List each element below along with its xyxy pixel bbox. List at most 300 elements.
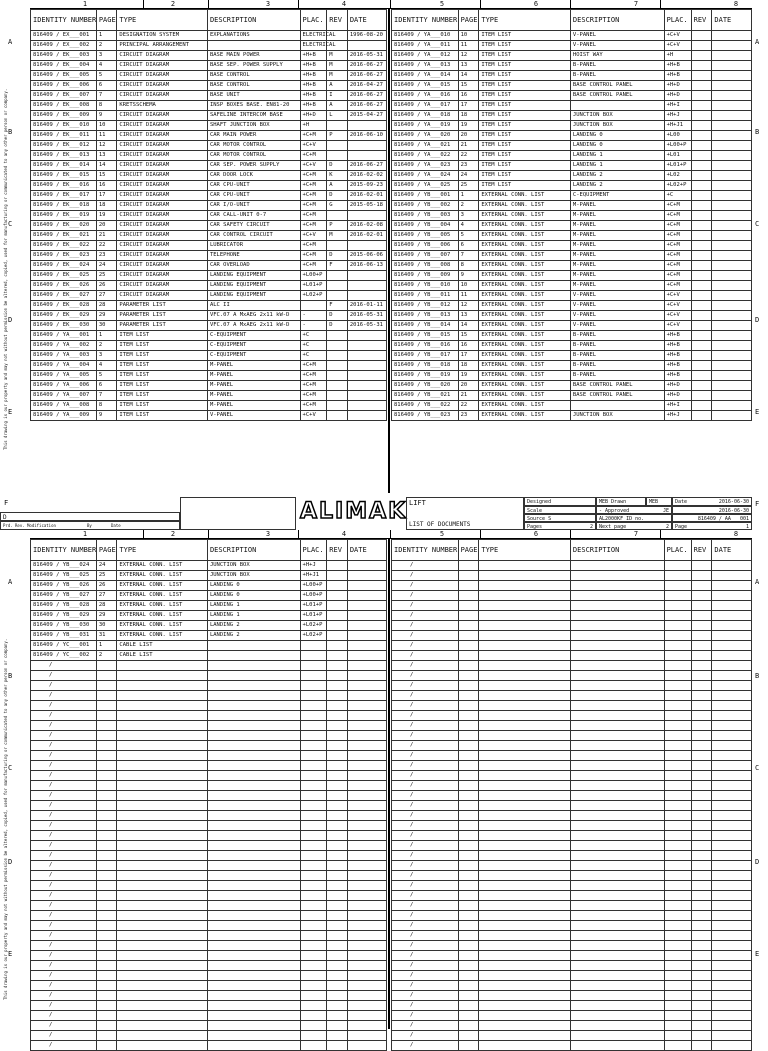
table-row [392, 101, 752, 111]
doc-type [479, 681, 571, 691]
description [207, 781, 300, 791]
date [712, 981, 752, 991]
placement [300, 991, 327, 1001]
date [712, 831, 752, 841]
page-number: 27 [96, 291, 117, 301]
doc-type [479, 781, 571, 791]
description [570, 1011, 664, 1021]
table-row [392, 71, 752, 81]
doc-type: EXTERNAL CONN. LIST [479, 361, 571, 371]
table-row [392, 311, 752, 321]
doc-type: EXTERNAL CONN. LIST [479, 251, 571, 261]
doc-type: CIRCUIT DIAGRAM [117, 231, 208, 241]
identity-number: 816409 / YB___015 [392, 331, 459, 341]
table-row-blank [392, 1001, 752, 1011]
table-row [31, 151, 387, 161]
page-number: 3 [96, 351, 117, 361]
table-row [31, 581, 387, 591]
page-number [458, 1041, 479, 1051]
description [207, 901, 300, 911]
identity-number: 816409 / EK___008 [31, 101, 97, 111]
doc-type: CABLE LIST [117, 651, 208, 661]
identity-number: / [31, 971, 97, 981]
identity-number: 816409 / EK___018 [31, 201, 97, 211]
table-row-blank [392, 921, 752, 931]
table-row-blank [392, 611, 752, 621]
revision [327, 861, 348, 871]
identity-number: 816409 / EK___030 [31, 321, 97, 331]
description: M-PANEL [570, 221, 664, 231]
page-number [458, 871, 479, 881]
table-row-blank [392, 671, 752, 681]
placement [664, 751, 691, 761]
doc-type: ITEM LIST [479, 151, 571, 161]
revision [691, 91, 712, 101]
page-number: 24 [96, 261, 117, 271]
revision [691, 51, 712, 61]
description: M-PANEL [207, 391, 300, 401]
table-row [392, 331, 752, 341]
col-header-description: DESCRIPTION [570, 540, 664, 561]
revision: L [327, 111, 348, 121]
identity-number: 816409 / YB___018 [392, 361, 459, 371]
table-row [31, 111, 387, 121]
table-row-blank [392, 641, 752, 651]
identity-number: / [392, 891, 459, 901]
date [712, 381, 752, 391]
identity-number: 816409 / YA___001 [31, 331, 97, 341]
rev-area [0, 497, 180, 512]
date [347, 1031, 386, 1041]
placement [300, 941, 327, 951]
description [207, 811, 300, 821]
placement [664, 741, 691, 751]
date [712, 681, 752, 691]
description: BASE CONTROL [207, 81, 300, 91]
placement: +H+J [300, 561, 327, 571]
table-row-blank [31, 841, 387, 851]
doc-type: EXTERNAL CONN. LIST [479, 291, 571, 301]
placement [664, 731, 691, 741]
table-row [31, 141, 387, 151]
doc-type: CIRCUIT DIAGRAM [117, 121, 208, 131]
description [570, 641, 664, 651]
doc-type [117, 1041, 208, 1051]
placement: +C [300, 351, 327, 361]
identity-number: 816409 / YA___023 [392, 161, 459, 171]
identity-number: / [31, 771, 97, 781]
table-row-blank [31, 831, 387, 841]
revision [327, 981, 348, 991]
row-mark: F [755, 500, 760, 508]
doc-type [479, 721, 571, 731]
date [347, 691, 386, 701]
date [712, 761, 752, 771]
table-row [31, 351, 387, 361]
date [712, 401, 752, 411]
table-row-blank [31, 1021, 387, 1031]
identity-number: 816409 / YB___017 [392, 351, 459, 361]
description [207, 791, 300, 801]
date [712, 1031, 752, 1041]
description [207, 841, 300, 851]
page-number [458, 941, 479, 951]
identity-number: / [31, 731, 97, 741]
identity-number: / [392, 691, 459, 701]
page-number: 4 [96, 361, 117, 371]
doc-type [479, 741, 571, 751]
doc-type [117, 841, 208, 851]
page-number: 21 [458, 391, 479, 401]
page-number [458, 741, 479, 751]
date [347, 741, 386, 751]
center-divider [388, 539, 390, 1029]
date [347, 921, 386, 931]
date [712, 241, 752, 251]
page-number [458, 581, 479, 591]
page-number: 24 [458, 171, 479, 181]
description: M-PANEL [570, 241, 664, 251]
date [712, 921, 752, 931]
row-mark: B [8, 128, 13, 136]
revision [327, 671, 348, 681]
doc-type: ITEM LIST [479, 41, 571, 51]
doc-type: EXTERNAL CONN. LIST [117, 621, 208, 631]
date [712, 611, 752, 621]
drawn-label: Drawn [611, 499, 627, 505]
description [207, 711, 300, 721]
date [347, 861, 386, 871]
identity-number: / [31, 901, 97, 911]
doc-type [117, 811, 208, 821]
placement: +L01+P [664, 161, 691, 171]
date [712, 691, 752, 701]
placement [664, 901, 691, 911]
table-row-blank [31, 681, 387, 691]
date [712, 31, 752, 41]
col-header-placement: PLAC. [300, 540, 327, 561]
identity-number: / [31, 1041, 97, 1051]
revision [691, 161, 712, 171]
table-row [31, 61, 387, 71]
revision [691, 791, 712, 801]
table-row-blank [392, 801, 752, 811]
page-number [458, 711, 479, 721]
identity-number: 816409 / YB___009 [392, 271, 459, 281]
page-number: 26 [96, 281, 117, 291]
placement: +C+M [664, 221, 691, 231]
documents-table-left-p2 [30, 539, 387, 1051]
placement: +C+V [664, 301, 691, 311]
date: 2016-06-10 [347, 131, 386, 141]
description: C-EQUIPMENT [570, 191, 664, 201]
identity-number: 816409 / EK___003 [31, 51, 97, 61]
page-number [96, 771, 117, 781]
description: B-PANEL [570, 71, 664, 81]
page-number: 30 [96, 621, 117, 631]
identity-number: / [392, 951, 459, 961]
doc-type [117, 751, 208, 761]
placement [300, 691, 327, 701]
row-mark: A [8, 578, 13, 586]
placement [300, 911, 327, 921]
revision [327, 241, 348, 251]
placement: +H [664, 51, 691, 61]
doc-type: EXTERNAL CONN. LIST [479, 211, 571, 221]
revision [691, 911, 712, 921]
page-number [96, 871, 117, 881]
placement: +C+M [664, 271, 691, 281]
revision [691, 1041, 712, 1051]
placement: +L02 [664, 171, 691, 181]
revision [691, 731, 712, 741]
table-row-blank [392, 681, 752, 691]
description [207, 941, 300, 951]
page-number [458, 961, 479, 971]
row-mark: B [8, 672, 13, 680]
doc-type: CIRCUIT DIAGRAM [117, 161, 208, 171]
revision [691, 1001, 712, 1011]
identity-number: 816409 / EK___019 [31, 211, 97, 221]
revision [327, 941, 348, 951]
date [347, 331, 386, 341]
revision [691, 261, 712, 271]
description [570, 941, 664, 951]
placement [664, 1021, 691, 1031]
date [712, 151, 752, 161]
placement: +C+M [300, 201, 327, 211]
date [347, 871, 386, 881]
identity-number: 816409 / EK___020 [31, 221, 97, 231]
identity-number: 816409 / YB___022 [392, 401, 459, 411]
revision: A [327, 81, 348, 91]
description [570, 1001, 664, 1011]
page-number [458, 731, 479, 741]
table-row [31, 291, 387, 301]
date [712, 781, 752, 791]
description [570, 991, 664, 1001]
placement: +C+M [300, 131, 327, 141]
doc-type: DESIGNATION SYSTEM [117, 31, 208, 41]
row-mark: E [8, 950, 13, 958]
doc-type [117, 761, 208, 771]
table-row-blank [31, 901, 387, 911]
description: JUNCTION BOX [570, 121, 664, 131]
rev-col-prd: Prd. [3, 523, 13, 528]
revision: M [327, 61, 348, 71]
revision [691, 741, 712, 751]
page-number: 14 [458, 321, 479, 331]
placement [664, 561, 691, 571]
page-number: 5 [96, 71, 117, 81]
doc-type [117, 701, 208, 711]
revision [691, 561, 712, 571]
doc-type: ITEM LIST [479, 81, 571, 91]
date [712, 301, 752, 311]
identity-number: 816409 / YA___009 [31, 411, 97, 421]
revision [691, 351, 712, 361]
description: JUNCTION BOX [570, 411, 664, 421]
col-header-placement: PLAC. [300, 10, 327, 31]
col-header-description: DESCRIPTION [207, 10, 300, 31]
date [712, 561, 752, 571]
revision [327, 991, 348, 1001]
doc-type [117, 861, 208, 871]
table-row-blank [392, 771, 752, 781]
revision [691, 681, 712, 691]
date: 2016-02-02 [347, 171, 386, 181]
description: VFC.07 A MxAEG 2x11 kW-D [207, 321, 300, 331]
revision [327, 801, 348, 811]
revision [327, 901, 348, 911]
table-row-blank [392, 911, 752, 921]
placement [300, 1031, 327, 1041]
identity-number: / [392, 731, 459, 741]
page-number [458, 1021, 479, 1031]
revision [691, 1021, 712, 1031]
revision [327, 871, 348, 881]
page-number: 12 [458, 51, 479, 61]
revision [691, 811, 712, 821]
date [712, 351, 752, 361]
table-row [392, 281, 752, 291]
table-row-blank [31, 691, 387, 701]
description [570, 691, 664, 701]
doc-type [479, 771, 571, 781]
date [712, 841, 752, 851]
doc-type: ITEM LIST [117, 411, 208, 421]
placement [664, 621, 691, 631]
revision [327, 951, 348, 961]
page-number [96, 691, 117, 701]
doc-type: EXTERNAL CONN. LIST [117, 611, 208, 621]
description: ALC II [207, 301, 300, 311]
date [712, 41, 752, 51]
table-row [31, 71, 387, 81]
date [347, 341, 386, 351]
revision [327, 741, 348, 751]
date [712, 941, 752, 951]
documents-table-left [30, 9, 387, 421]
description [570, 731, 664, 741]
description [207, 1001, 300, 1011]
rev-col-rev: Rev. [15, 523, 25, 528]
table-row-blank [31, 961, 387, 971]
placement [664, 841, 691, 851]
placement: +C [300, 341, 327, 351]
table-row [392, 171, 752, 181]
revision [327, 921, 348, 931]
identity-number: / [31, 961, 97, 971]
date [712, 141, 752, 151]
identity-number: 816409 / YA___016 [392, 91, 459, 101]
description [570, 931, 664, 941]
date [712, 711, 752, 721]
revision [691, 651, 712, 661]
revision [691, 191, 712, 201]
table-row-blank [31, 981, 387, 991]
placement: +C+M [300, 181, 327, 191]
row-mark: A [8, 38, 13, 46]
date [712, 91, 752, 101]
placement [300, 891, 327, 901]
date [347, 661, 386, 671]
description: LANDING 0 [207, 591, 300, 601]
table-row [31, 261, 387, 271]
description: LANDING 0 [570, 131, 664, 141]
revision [691, 871, 712, 881]
identity-number: 816409 / YA___006 [31, 381, 97, 391]
revision [691, 981, 712, 991]
revision [691, 401, 712, 411]
description [570, 701, 664, 711]
description: M-PANEL [570, 261, 664, 271]
source-ref-cell [596, 514, 672, 522]
placement [300, 771, 327, 781]
table-row [392, 31, 752, 41]
revision: M [327, 231, 348, 241]
col-index: 4 [341, 0, 347, 8]
placement: +L00 [664, 131, 691, 141]
doc-type [479, 881, 571, 891]
revision [327, 571, 348, 581]
revision: I [327, 91, 348, 101]
revision [691, 901, 712, 911]
identity-number: / [392, 801, 459, 811]
placement [664, 611, 691, 621]
sheet-1 [0, 0, 768, 512]
page-number: 30 [96, 321, 117, 331]
col-index: 2 [170, 530, 176, 538]
scale-cell [524, 506, 596, 514]
identity-number: / [31, 911, 97, 921]
description: CAR MAIN POWER [207, 131, 300, 141]
identity-number: 816409 / YB___029 [31, 611, 97, 621]
table-row-blank [392, 961, 752, 971]
identity-number: 816409 / YA___003 [31, 351, 97, 361]
revision [691, 241, 712, 251]
description [570, 821, 664, 831]
page-number [458, 931, 479, 941]
placement: +C+V [664, 41, 691, 51]
description: BASE CONTROL [207, 71, 300, 81]
placement [300, 971, 327, 981]
identity-number: / [31, 691, 97, 701]
description [570, 891, 664, 901]
identity-number: / [392, 761, 459, 771]
date [347, 591, 386, 601]
identity-number: / [31, 671, 97, 681]
row-mark: E [8, 408, 13, 416]
description: B-PANEL [570, 371, 664, 381]
col-header-doc-type: TYPE [117, 10, 208, 31]
page-number [96, 861, 117, 871]
description: LANDING 0 [570, 141, 664, 151]
col-header-revision: REV [327, 540, 348, 561]
revision: M [327, 71, 348, 81]
next-page-label: Next page [599, 524, 627, 530]
identity-number: / [392, 701, 459, 711]
date: 2016-02-08 [347, 221, 386, 231]
revision [327, 761, 348, 771]
table-row-blank [392, 791, 752, 801]
table-row [31, 381, 387, 391]
placement: +C+V [664, 321, 691, 331]
placement [300, 741, 327, 751]
identity-number: 816409 / YA___019 [392, 121, 459, 131]
doc-type [479, 1011, 571, 1021]
placement [300, 651, 327, 661]
